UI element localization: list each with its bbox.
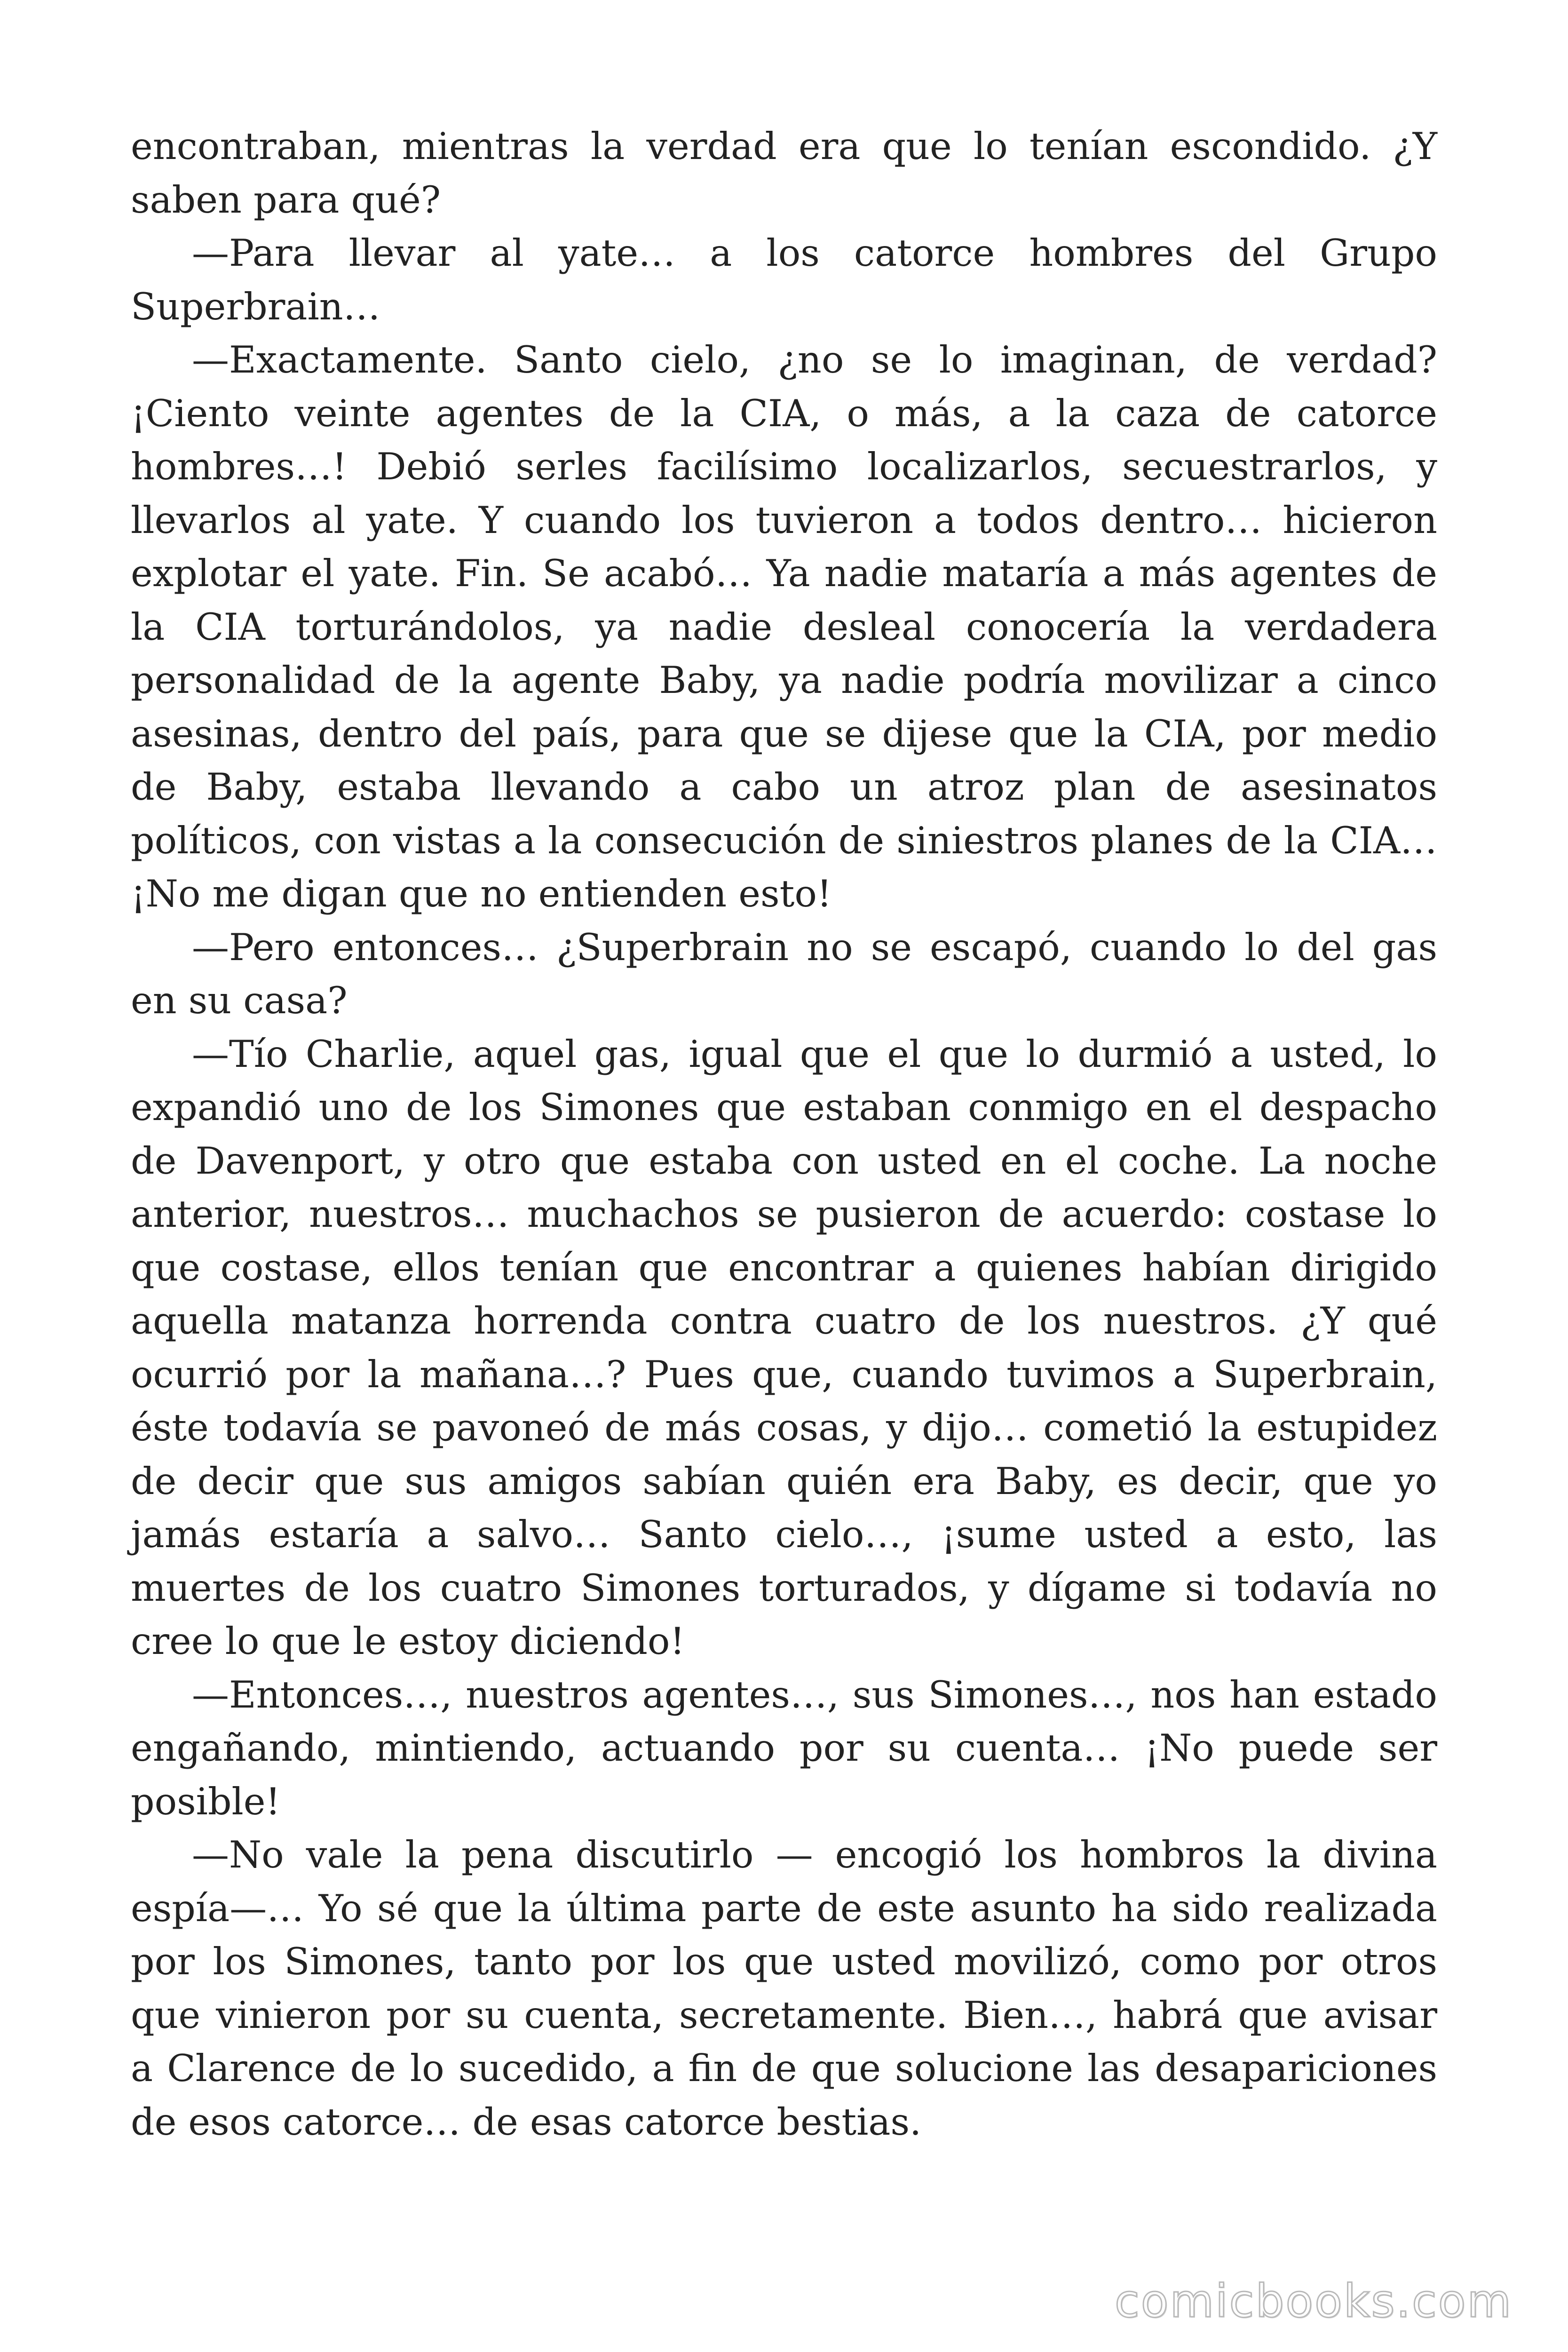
watermark: comicbooks.com bbox=[1114, 2275, 1513, 2328]
paragraph: —Exactamente. Santo cielo, ¿no se lo imaginan, de verdad? ¡Ciento veinte agentes de la CIA, o más, a la caza de catorce hombres…! Debió serles facilísimo localizarlos, secuestrarlos, y llevarlos al yate. Y cuando los tuvieron a todos dentro… hicieron explotar el yate. Fin. Se acabó… Ya nadie mataría a más agentes de la CIA torturándolos, ya nadie desleal conocería la verdadera personalidad de la agente Baby, ya nadie podría movilizar a cinco asesinas, dentro del país, para que se dijese que la CIA, por medio de Baby, estaba llevando a cabo un atroz plan de asesinatos políticos, con vistas a la consecución de siniestros planes de la CIA… ¡No me digan que no entienden esto! bbox=[131, 338, 1437, 915]
paragraph: —Entonces…, nuestros agentes…, sus Simones…, nos han estado engañando, mintiendo, actuando por su cuenta… ¡No puede ser posible! bbox=[131, 1673, 1437, 1823]
paragraph: —Para llevar al yate… a los catorce hombres del Grupo Superbrain… bbox=[131, 231, 1437, 328]
paragraph: —Tío Charlie, aquel gas, igual que el que lo durmió a usted, lo expandió uno de los Simones que estaban conmigo en el despacho de Davenport, y otro que estaba con usted en el coche. La noche anterior, nuestros… muchachos se pusieron de acuerdo: costase lo que costase, ellos tenían que encontrar a quienes habían dirigido aquella matanza horrenda contra cuatro de los nuestros. ¿Y qué ocurrió por la mañana…? Pues que, cuando tuvimos a Superbrain, éste todavía se pavoneó de más cosas, y dijo… cometió la estupidez de decir que sus amigos sabían quién era Baby, es decir, que yo jamás estaría a salvo… Santo cielo…, ¡sume usted a esto, las muertes de los cuatro Simones torturados, y dígame si todavía no cree lo que le estoy diciendo! bbox=[131, 1032, 1437, 1663]
body-text bbox=[131, 120, 1437, 2149]
paragraph: —Pero entonces… ¿Superbrain no se escapó, cuando lo del gas en su casa? bbox=[131, 925, 1437, 1022]
paragraph: encontraban, mientras la verdad era que lo tenían escondido. ¿Y saben para qué? bbox=[131, 125, 1437, 222]
paragraph: —No vale la pena discutirlo — encogió los hombros la divina espía—… Yo sé que la última parte de este asunto ha sido realizada por los Simones, tanto por los que usted movilizó, como por otros que vinieron por su cuenta, secretamente. Bien…, habrá que avisar a Clarence de lo sucedido, a fin de que solucione las desapariciones de esos catorce… de esas catorce bestias. bbox=[131, 1833, 1437, 2144]
